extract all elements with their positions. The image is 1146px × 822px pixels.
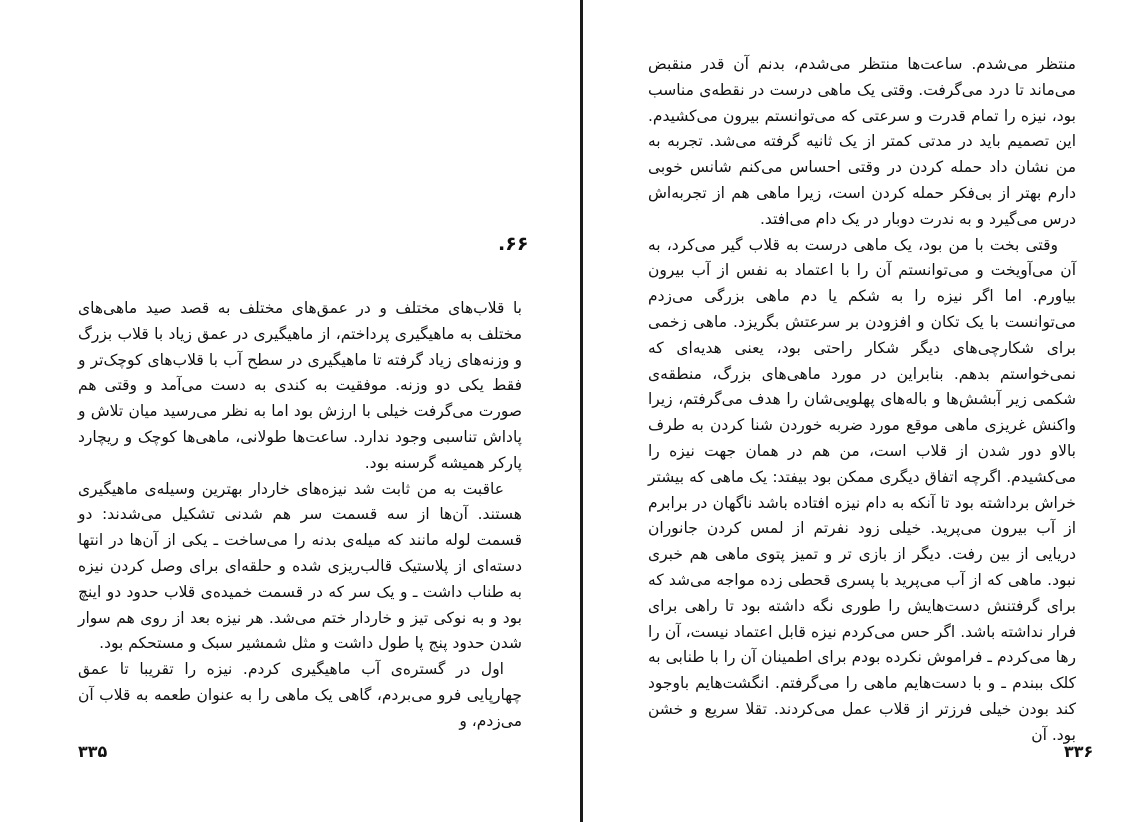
chapter-number: ۶۶.: [498, 233, 529, 255]
left-paragraph: عاقبت به من ثابت شد نیزه‌های خاردار بهترین وسیله‌ی ماهیگیری هستند. آن‌ها از سه قسمت سر هم شدنی تشکیل می‌شدند: دو قسمت لوله مانند که میله‌ی بدنه را می‌ساخت ـ یکی از آن‌ها در انتها دسته‌ای از پلاستیک قالب‌ریزی شده و حلقه‌ای برای وصل کردن نیزه به طناب داشت ـ و یک سر که در قسمت خمیده‌ی قلاب حدود دو اینچ بود و به نوکی تیز و خاردار ختم می‌شد. هر نیزه بعد از روی هم سوار شدن حدود پنج پا طول داشت و مثل شمشیر سبک و مستحکم بود.: [78, 479, 522, 653]
right-paragraph: منتظر می‌شدم. ساعت‌ها منتظر می‌شدم، بدنم آن قدر منقبض می‌ماند تا درد می‌گرفت. وقتی یک ماهی درست در نقطه‌ی مناسب بود، نیزه را تمام قدرت و سرعتی که می‌توانستم بیرون می‌کشیدم. این تصمیم باید در مدتی کمتر از یک ثانیه گرفته می‌شد. تجربه به من نشان داد حمله کردن در وقتی احساس می‌کنم شانس خوبی دارم بهتر از بی‌فکر حمله کردن است، زیرا ماهی هم از تجربه‌اش درس می‌گیرد و به ندرت دوبار در یک دام می‌افتد.: [648, 55, 1076, 228]
left-paragraph: اول در گستره‌ی آب ماهیگیری کردم. نیزه را تقریبا تا عمق چهارپایی فرو می‌بردم، گاهی یک ماهی را به عنوان طعمه به قلاب آن می‌زدم، و: [78, 660, 522, 730]
right-paragraph: وقتی بخت با من بود، یک ماهی درست به قلاب گیر می‌کرد، به آن می‌آویخت و می‌توانستم آن را با اعتماد به نفس از آب بیرون بیاورم. اما اگر نیزه را به شکم یا دم ماهی بزرگی می‌زدم می‌توانست با یک تکان و افزودن بر سرعتش بگریزد. ماهی زخمی برای شکارچی‌های دیگر شکار راحتی بود، یعنی هدیه‌ای که نمی‌خواستم بدهم. بنابراین در مورد ماهی‌های بزرگ، منطقه‌ی شکمی زیر آبشش‌ها و باله‌های پهلویی‌شان را هدف می‌گرفتم، زیرا واکنش غریزی ماهی موقع مورد ضربه خوردن شنا کردن به طرف بالاو دور شدن از قلاب است، من هم در همان جهت نیزه را می‌کشیدم. اگرچه اتفاق دیگری ممکن بود بیفتد: یک ماهی که بیشتر خراش برداشته بود تا آنکه به دام نیزه افتاده باشد ناگهان در برابرم از آب بیرون می‌پرید. خیلی زود نفرتم از لمس کردن جانوران دریایی از بین رفت. دیگر از بازی تر و تمیز پتوی ماهی هم خبری نبود. ماهی که از آب می‌پرید با پسری قحطی زده مواجه می‌شد که برای گرفتنش دست‌هایش را طوری نگه داشته بود تا راهی برای فرار نداشته باشد. اگر حس می‌کردم نیزه قابل اعتماد نیست، آن را رها می‌کردم ـ فراموش نکرده بودم برای اطمینان آن را با طنابی به کلک ببندم ـ و با دست‌هایم ماهی را می‌گرفتم. انگشت‌هایم باوجود کند بودن خیلی فرزتر از قلاب عمل می‌کردند. تقلا سریع و خشن بود. آن: [648, 235, 1076, 744]
left-page-number: ۳۳۵: [78, 742, 108, 761]
right-page-body: [648, 52, 1076, 749]
left-paragraph: با قلاب‌های مختلف و در عمق‌های مختلف به قصد صید ماهی‌های مختلف به ماهیگیری پرداختم، از ماهیگیری در عمق زیاد با قلاب بزرگ و وزنه‌های زیاد گرفته تا ماهیگیری در سطح آب با قلاب‌های کوچک‌تر و فقط یکی دو وزنه. موفقیت به کندی به دست می‌آمد و وقتی هم صورت می‌گرفت خیلی با ارزش بود اما به نظر می‌رسید میان تلاش و پاداش تناسبی وجود ندارد. ساعت‌ها طولانی، ماهی‌ها کوچک و ریچارد پارکر همیشه گرسنه بود.: [78, 299, 522, 472]
right-page-number: ۳۳۶: [1064, 742, 1094, 761]
book-gutter-divider: [580, 0, 583, 822]
left-page-body: [78, 296, 522, 735]
